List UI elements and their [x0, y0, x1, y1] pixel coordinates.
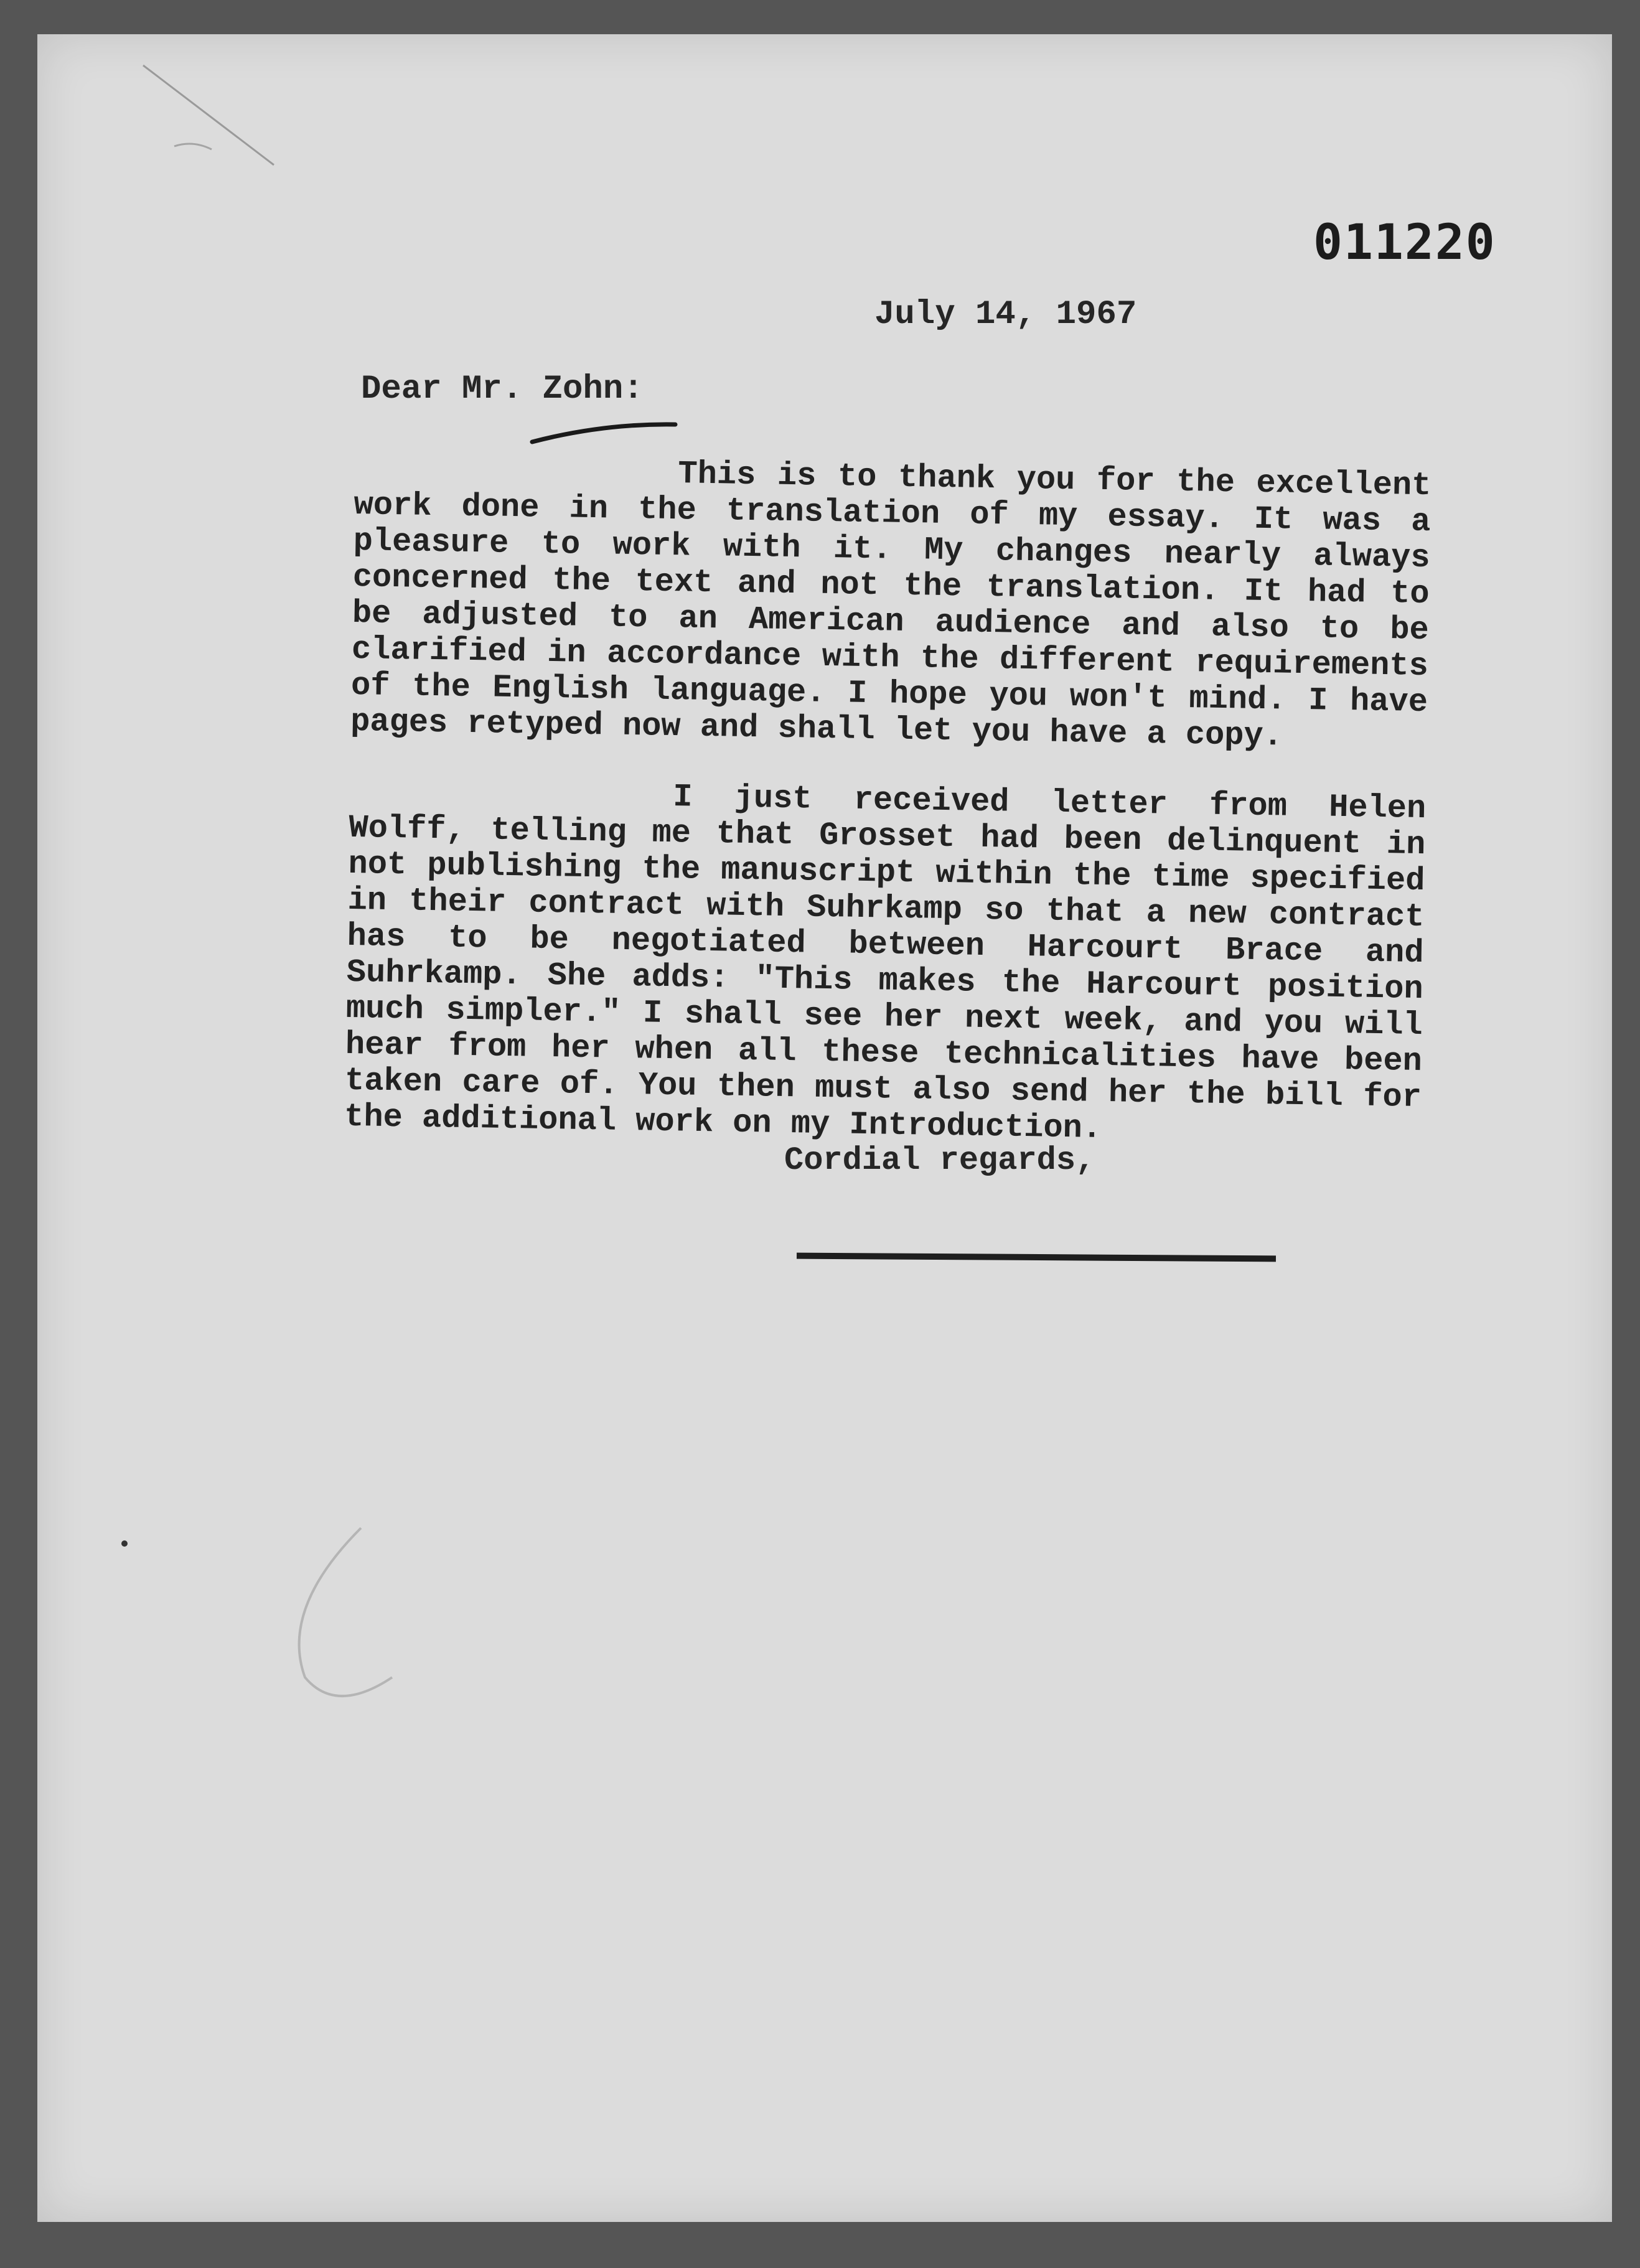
closing: Cordial regards, — [784, 1142, 1095, 1179]
margin-dot — [121, 1540, 128, 1547]
paragraph-2: I just received letter from Helen Wolff, telling me that Grosset had been delinquent in not publishing the manuscript within the time specified in their contract with Suhrkamp so that a new contract has to be negotiated between Harcourt Brace and Suhrkamp. She adds: "This makes the Harcourt position much simpler." I shall see her next week, and you will hear from her when all these technicalities have been taken care of. You then must also send her the bill for the additional work on my Introduction. — [344, 779, 1427, 1147]
salutation: Dear Mr. Zohn: — [361, 370, 644, 408]
pencil-corner-mark — [137, 53, 299, 177]
letter-date: July 14, 1967 — [874, 296, 1137, 334]
paragraph-1: This is to thank you for the excellent work done in the translation of my essay. It was a pleasure to work with it. My changes nearly always concerned the text and not the translation. It had to be adjusted to an American audience and also to be clarified in accordance with the different requirements of the English language. I hope you won't mind. I have pages retyped now and shall let you have a copy. — [350, 456, 1431, 755]
signature-line — [797, 1253, 1276, 1262]
letter-page — [37, 34, 1612, 2222]
letter-body — [344, 451, 1431, 1186]
document-number: 011220 — [1313, 215, 1496, 271]
pencil-arc-mark — [268, 1516, 504, 1715]
pen-underline-mark — [529, 417, 678, 454]
